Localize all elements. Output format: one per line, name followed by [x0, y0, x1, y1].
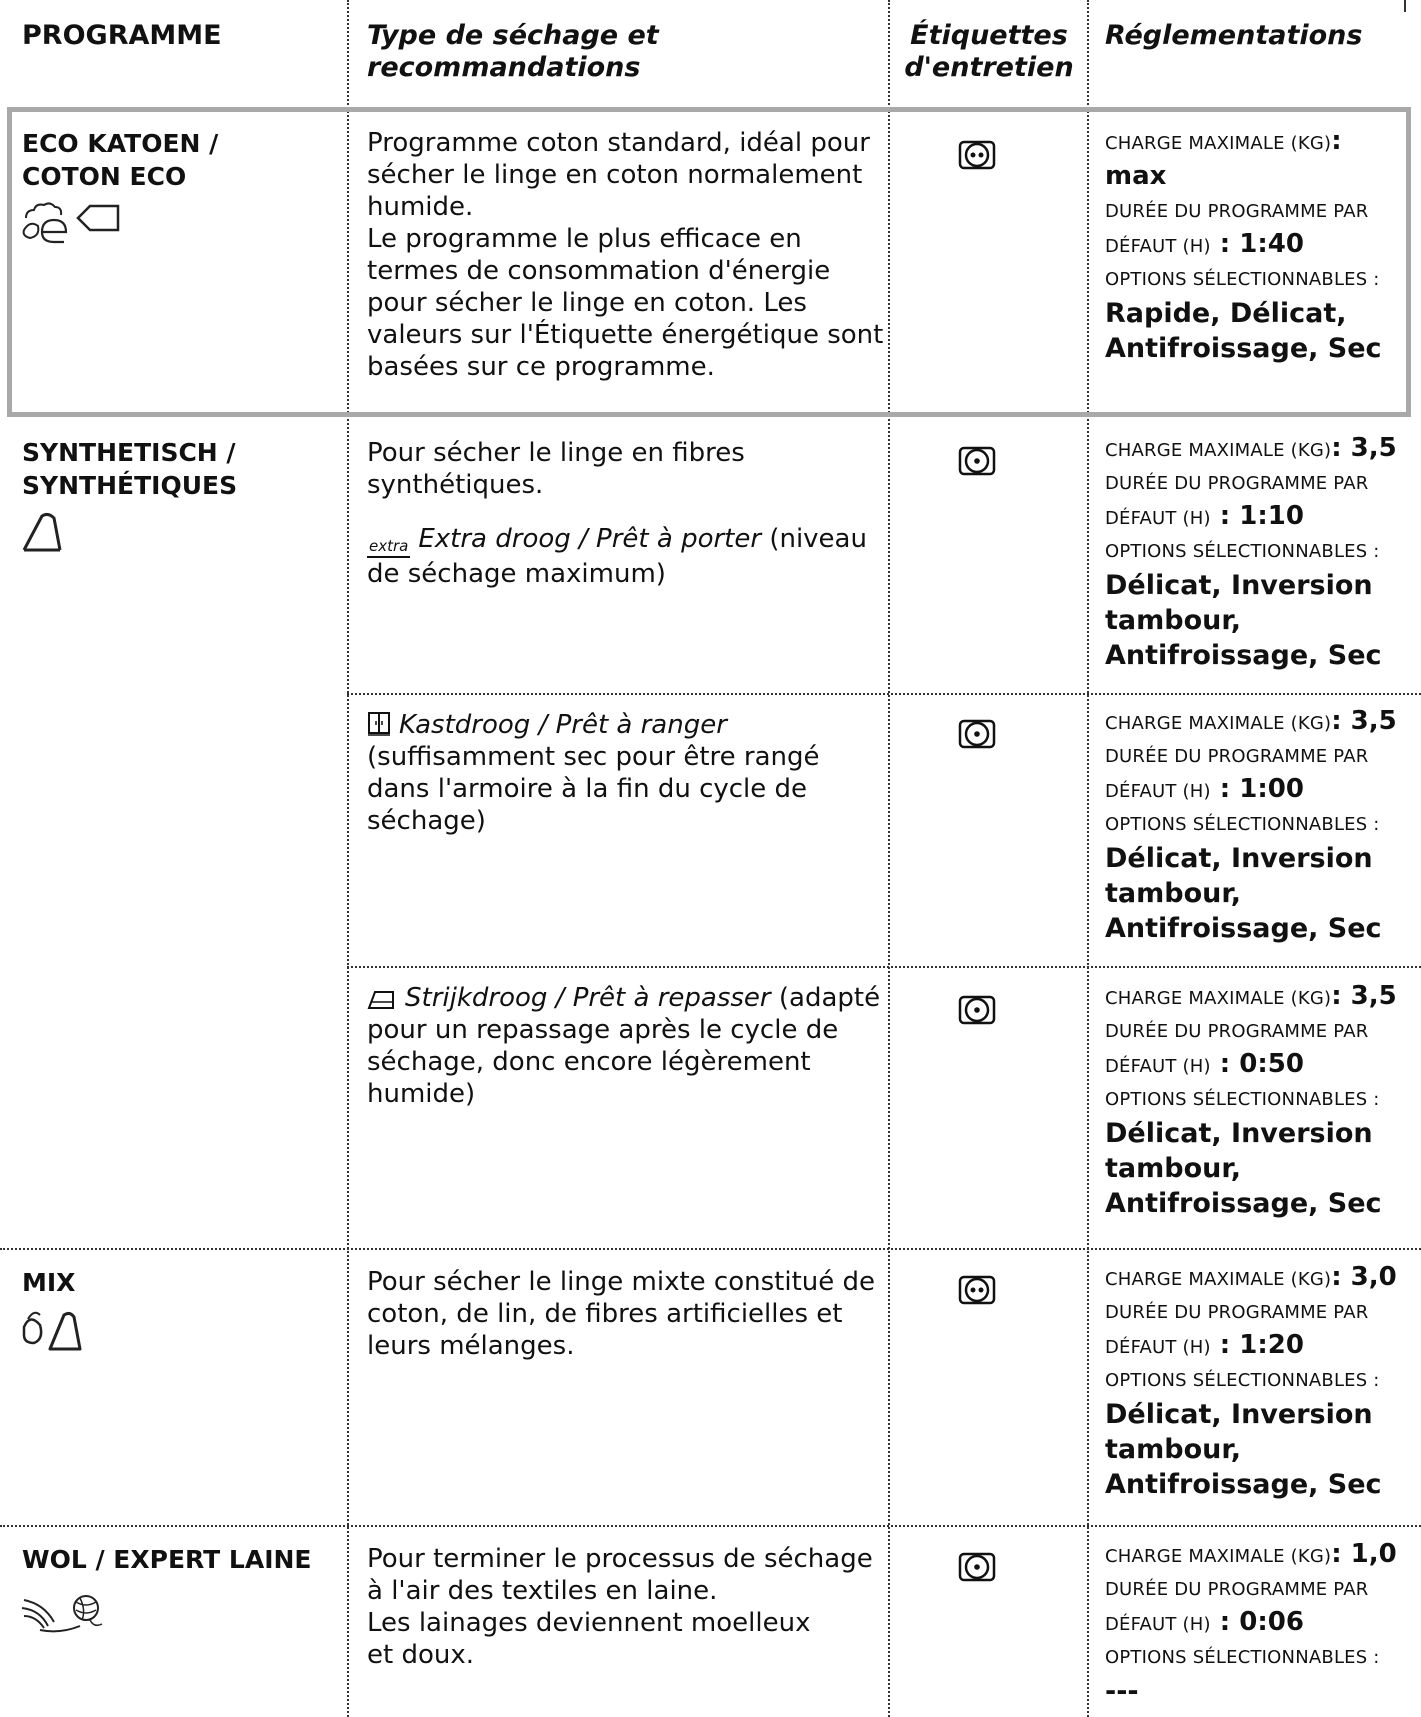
regulations-wool: CHARGE MAXIMALE (KG): 1,0 DURÉE DU PROGRAMME PAR DÉFAUT (H) : 0:06 OPTIONS SÉLECTIONNABLES : ---	[1105, 1538, 1410, 1709]
charge-value: 3,5	[1350, 981, 1397, 1011]
header-programme: PROGRAMME	[22, 20, 222, 51]
desc-kast-rest: (suffisamment sec pour être rangé dans l'armoire à la fin du cycle de séchage)	[367, 742, 820, 836]
kastdroog-title: Kastdroog / Prêt à ranger	[399, 710, 727, 740]
options-value: Délicat, Inversion tambour, Antifroissage, Sec	[1105, 843, 1382, 944]
charge-value: 3,0	[1350, 1262, 1397, 1292]
desc-strijk-text	[367, 982, 887, 1110]
program-name-eco	[22, 127, 218, 193]
strijkdroog-title: Strijkdroog / Prêt à repasser	[405, 983, 771, 1013]
charge-label: CHARGE MAXIMALE (KG)	[1105, 440, 1332, 461]
duree-value: 1:00	[1239, 774, 1304, 804]
tumble-dry-one-dot-icon	[958, 995, 996, 1025]
tumble-dry-one-dot-icon	[958, 1552, 996, 1582]
charge-label: CHARGE MAXIMALE (KG)	[1105, 133, 1332, 154]
iron-icon	[367, 988, 397, 1010]
header-type	[367, 20, 659, 84]
desc-wool-line3: et doux.	[367, 1640, 474, 1670]
row-divider-mix	[0, 1248, 1421, 1250]
extra-dry-icon: extra	[367, 539, 410, 558]
duree-label: DURÉE DU PROGRAMME PAR DÉFAUT (H)	[1105, 746, 1369, 802]
duree-label: DURÉE DU PROGRAMME PAR DÉFAUT (H)	[1105, 473, 1369, 529]
desc-eco	[367, 127, 887, 383]
program-name-synthetics	[22, 436, 237, 502]
desc-synth-line1: Pour sécher le linge en fibres synthétiques.	[367, 438, 745, 500]
duree-value: 1:20	[1239, 1330, 1304, 1360]
row-divider-kast	[347, 693, 1421, 695]
options-label: OPTIONS SÉLECTIONNABLES :	[1105, 1370, 1380, 1391]
header-care-line2: d'entretien	[904, 52, 1074, 83]
charge-label: CHARGE MAXIMALE (KG)	[1105, 988, 1332, 1009]
options-label: OPTIONS SÉLECTIONNABLES :	[1105, 269, 1380, 290]
duree-value: 0:06	[1239, 1607, 1304, 1637]
charge-value: 1,0	[1350, 1539, 1397, 1569]
duree-value: 0:50	[1239, 1049, 1304, 1079]
tumble-dry-two-dots-icon	[958, 140, 996, 170]
corner-tick	[1404, 0, 1406, 12]
program-eco-line2: COTON ECO	[22, 162, 187, 191]
wool-icon	[20, 1590, 110, 1634]
wardrobe-icon	[367, 711, 391, 737]
duree-label: DURÉE DU PROGRAMME PAR DÉFAUT (H)	[1105, 1302, 1369, 1358]
desc-wool	[367, 1543, 887, 1671]
regulations-mix: CHARGE MAXIMALE (KG): 3,0 DURÉE DU PROGRAMME PAR DÉFAUT (H) : 1:20 OPTIONS SÉLECTIONNABLES : Délicat, Inversion tambour, Antifroissage, Sec	[1105, 1261, 1410, 1502]
program-mix-line1: MIX	[22, 1268, 76, 1297]
duree-value: 1:10	[1239, 501, 1304, 531]
desc-mix	[367, 1266, 887, 1362]
options-value: Rapide, Délicat, Antifroissage, Sec	[1105, 298, 1382, 364]
desc-wool-line2: Les lainages deviennent moelleux	[367, 1608, 811, 1638]
charge-value: 3,5	[1350, 706, 1397, 736]
desc-synthetics	[367, 437, 887, 590]
program-eco-line1: ECO KATOEN /	[22, 129, 219, 158]
duree-value: 1:40	[1239, 229, 1304, 259]
charge-label: CHARGE MAXIMALE (KG)	[1105, 1269, 1332, 1290]
options-value: Délicat, Inversion tambour, Antifroissage, Sec	[1105, 1399, 1382, 1500]
tumble-dry-one-dot-icon	[958, 446, 996, 476]
desc-mix-text: Pour sécher le linge mixte constitué de coton, de lin, de fibres artificielles et leurs mélanges.	[367, 1267, 876, 1361]
mix-icon	[20, 1307, 100, 1353]
program-wool-line1: WOL / EXPERT LAINE	[22, 1545, 312, 1574]
desc-strijkdroog	[367, 982, 887, 1110]
tumble-dry-one-dot-icon	[958, 719, 996, 749]
regulations-synthetics-kast: CHARGE MAXIMALE (KG): 3,5 DURÉE DU PROGRAMME PAR DÉFAUT (H) : 1:00 OPTIONS SÉLECTIONNABLES : Délicat, Inversion tambour, Antifroissage, Sec	[1105, 705, 1410, 946]
row-divider-wol	[0, 1525, 1421, 1527]
duree-label: DURÉE DU PROGRAMME PAR DÉFAUT (H)	[1105, 201, 1369, 257]
desc-wool-line1: Pour terminer le processus de séchage à l'air des textiles en laine.	[367, 1544, 873, 1606]
header-care-line1: Étiquettes	[910, 20, 1068, 51]
header-type-line1: Type de séchage et	[367, 20, 659, 51]
header-type-line2: recommandations	[367, 52, 641, 83]
regulations-synthetics-extra: CHARGE MAXIMALE (KG): 3,5 DURÉE DU PROGRAMME PAR DÉFAUT (H) : 1:10 OPTIONS SÉLECTIONNABLES : Délicat, Inversion tambour, Antifroissage, Sec	[1105, 432, 1410, 673]
options-label: OPTIONS SÉLECTIONNABLES :	[1105, 541, 1380, 562]
charge-value: 3,5	[1350, 433, 1397, 463]
program-name-wool	[22, 1543, 312, 1576]
desc-eco-p1: Programme coton standard, idéal pour sécher le linge en coton normalement humide.	[367, 128, 870, 222]
program-synth-line1: SYNTHETISCH /	[22, 438, 236, 467]
extra-dry-rest: (niveau de séchage maximum)	[367, 524, 867, 589]
program-name-mix	[22, 1266, 75, 1299]
charge-label: CHARGE MAXIMALE (KG)	[1105, 1546, 1332, 1567]
duree-label: DURÉE DU PROGRAMME PAR DÉFAUT (H)	[1105, 1579, 1369, 1635]
row-divider-strijk	[347, 966, 1421, 968]
desc-eco-p2: Le programme le plus efficace en termes de consommation d'énergie pour sécher le linge en coton. Les valeurs sur l'Étiquette énergétique sont basées sur ce programme.	[367, 224, 884, 382]
desc-kastdroog	[367, 709, 887, 837]
tumble-dry-two-dots-icon	[958, 1275, 996, 1305]
options-label: OPTIONS SÉLECTIONNABLES :	[1105, 1647, 1380, 1668]
synthetics-icon	[20, 510, 70, 554]
strijkdroog-rest: (adapté pour un repassage après le cycle de séchage, donc encore légèrement humide)	[367, 983, 881, 1109]
duree-label: DURÉE DU PROGRAMME PAR DÉFAUT (H)	[1105, 1021, 1369, 1077]
options-label: OPTIONS SÉLECTIONNABLES :	[1105, 1089, 1380, 1110]
header-care	[903, 20, 1075, 84]
regulations-eco: CHARGE MAXIMALE (KG): max DURÉE DU PROGRAMME PAR DÉFAUT (H) : 1:40 OPTIONS SÉLECTIONNABLES : Rapide, Délicat, Antifroissage, Sec	[1105, 125, 1410, 366]
eco-cotton-icon	[20, 200, 120, 245]
options-label: OPTIONS SÉLECTIONNABLES :	[1105, 814, 1380, 835]
extra-dry-title: Extra droog / Prêt à porter	[418, 524, 762, 554]
header-regulations: Réglementations	[1105, 20, 1363, 51]
options-value: ---	[1105, 1676, 1139, 1707]
desc-synth-extra	[367, 523, 887, 590]
charge-value: max	[1105, 161, 1167, 191]
charge-label: CHARGE MAXIMALE (KG)	[1105, 713, 1332, 734]
options-value: Délicat, Inversion tambour, Antifroissage, Sec	[1105, 1118, 1382, 1219]
options-value: Délicat, Inversion tambour, Antifroissage, Sec	[1105, 570, 1382, 671]
desc-kast-title-line	[367, 709, 887, 741]
regulations-synthetics-strijk: CHARGE MAXIMALE (KG): 3,5 DURÉE DU PROGRAMME PAR DÉFAUT (H) : 0:50 OPTIONS SÉLECTIONNABLES : Délicat, Inversion tambour, Antifroissage, Sec	[1105, 980, 1410, 1221]
program-synth-line2: SYNTHÉTIQUES	[22, 471, 238, 500]
